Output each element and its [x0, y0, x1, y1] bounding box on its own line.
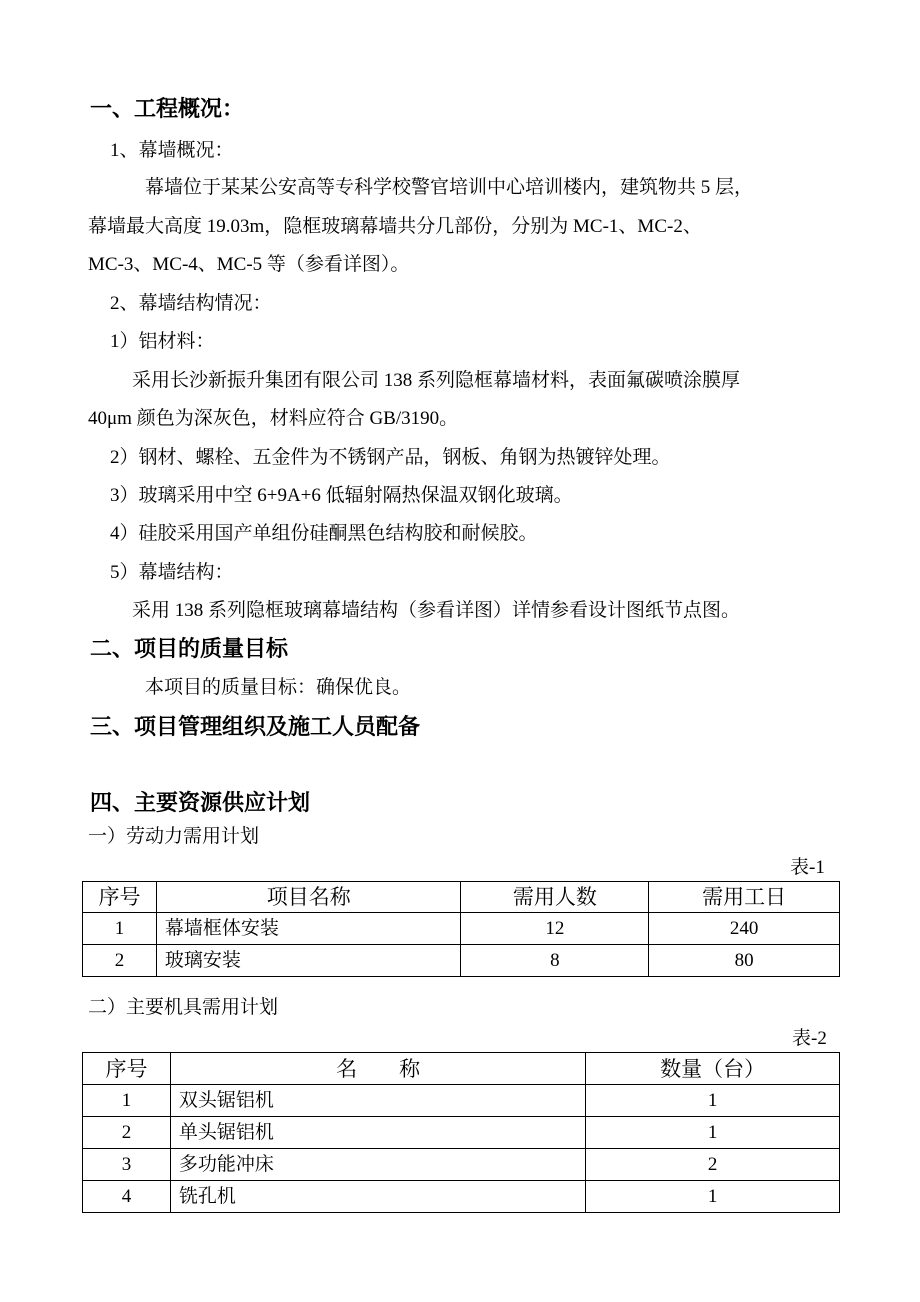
section-3-title: 三、项目管理组织及施工人员配备: [90, 715, 421, 740]
item-aluminum: 1）铝材料：: [110, 331, 215, 352]
subsection-labor-plan: 一）劳动力需用计划: [88, 826, 260, 847]
table-header-cell: 需用工日: [649, 882, 840, 913]
paragraph-line: 幕墙位于某某公安高等专科学校警官培训中心培训楼内，建筑物共 5 层，: [145, 177, 754, 198]
table-cell: 1: [83, 1085, 171, 1117]
table-header-cell: 序号: [83, 882, 157, 913]
table-header-cell: 项目名称: [156, 882, 461, 913]
table-cell: 80: [649, 945, 840, 977]
paragraph-line: MC-3、MC-4、MC-5 等（参看详图）。: [88, 254, 410, 275]
equipment-plan-table: [82, 1052, 840, 1213]
item-structure: 5）幕墙结构：: [110, 562, 234, 583]
table-2-label: 表-2: [792, 1028, 827, 1049]
table-cell: 3: [83, 1149, 171, 1181]
table-header-cell: 名 称: [170, 1053, 585, 1085]
item-steel: 2）钢材、螺栓、五金件为不锈钢产品，钢板、角钢为热镀锌处理。: [110, 447, 671, 468]
section-1-title: 一、工程概况：: [90, 97, 245, 122]
item-silicone: 4）硅胶采用国产单组份硅酮黑色结构胶和耐候胶。: [110, 523, 538, 544]
table-header-cell: 数量（台）: [586, 1053, 840, 1085]
table-row: [83, 1085, 840, 1117]
table-row: [83, 913, 840, 945]
table-header-cell: 需用人数: [461, 882, 649, 913]
subsection-equipment-plan: 二）主要机具需用计划: [88, 997, 279, 1018]
table-cell: 1: [586, 1085, 840, 1117]
table-cell: 多功能冲床: [170, 1149, 585, 1181]
table-cell: 4: [83, 1181, 171, 1213]
quality-goal-text: 本项目的质量目标：确保优良。: [145, 677, 412, 698]
table-cell: 8: [461, 945, 649, 977]
paragraph-line: 采用 138 系列隐框玻璃幕墙结构（参看详图）详情参看设计图纸节点图。: [132, 600, 741, 621]
table-cell: 240: [649, 913, 840, 945]
item-glass: 3）玻璃采用中空 6+9A+6 低辐射隔热保温双钢化玻璃。: [110, 485, 573, 506]
table-cell: 幕墙框体安装: [156, 913, 461, 945]
table-cell: 铣孔机: [170, 1181, 585, 1213]
labor-plan-table: [82, 881, 840, 977]
table-cell: 单头锯铝机: [170, 1117, 585, 1149]
table-header-row: [83, 882, 840, 913]
table-row: [83, 945, 840, 977]
section-4-title: 四、主要资源供应计划: [90, 791, 311, 816]
table-row: [83, 1181, 840, 1213]
table-row: [83, 1149, 840, 1181]
subsection-1-2: 2、幕墙结构情况：: [110, 293, 272, 314]
table-cell: 12: [461, 913, 649, 945]
table-cell: 1: [83, 913, 157, 945]
subsection-1-1: 1、幕墙概况：: [110, 140, 234, 161]
table-cell: 1: [586, 1117, 840, 1149]
table-cell: 双头锯铝机: [170, 1085, 585, 1117]
table-row: [83, 1117, 840, 1149]
table-cell: 2: [83, 1117, 171, 1149]
paragraph-line: 采用长沙新振升集团有限公司 138 系列隐框幕墙材料，表面氟碳喷涂膜厚: [132, 370, 741, 391]
section-2-title: 二、项目的质量目标: [90, 637, 289, 662]
table-1-label: 表-1: [790, 857, 825, 878]
table-header-cell: 序号: [83, 1053, 171, 1085]
table-cell: 2: [586, 1149, 840, 1181]
paragraph-line: 40μm 颜色为深灰色，材料应符合 GB/3190。: [88, 408, 459, 429]
table-cell: 2: [83, 945, 157, 977]
paragraph-line: 幕墙最大高度 19.03m，隐框玻璃幕墙共分几部份，分别为 MC-1、MC-2、: [88, 216, 702, 237]
table-cell: 玻璃安装: [156, 945, 461, 977]
table-cell: 1: [586, 1181, 840, 1213]
table-header-row: [83, 1053, 840, 1085]
